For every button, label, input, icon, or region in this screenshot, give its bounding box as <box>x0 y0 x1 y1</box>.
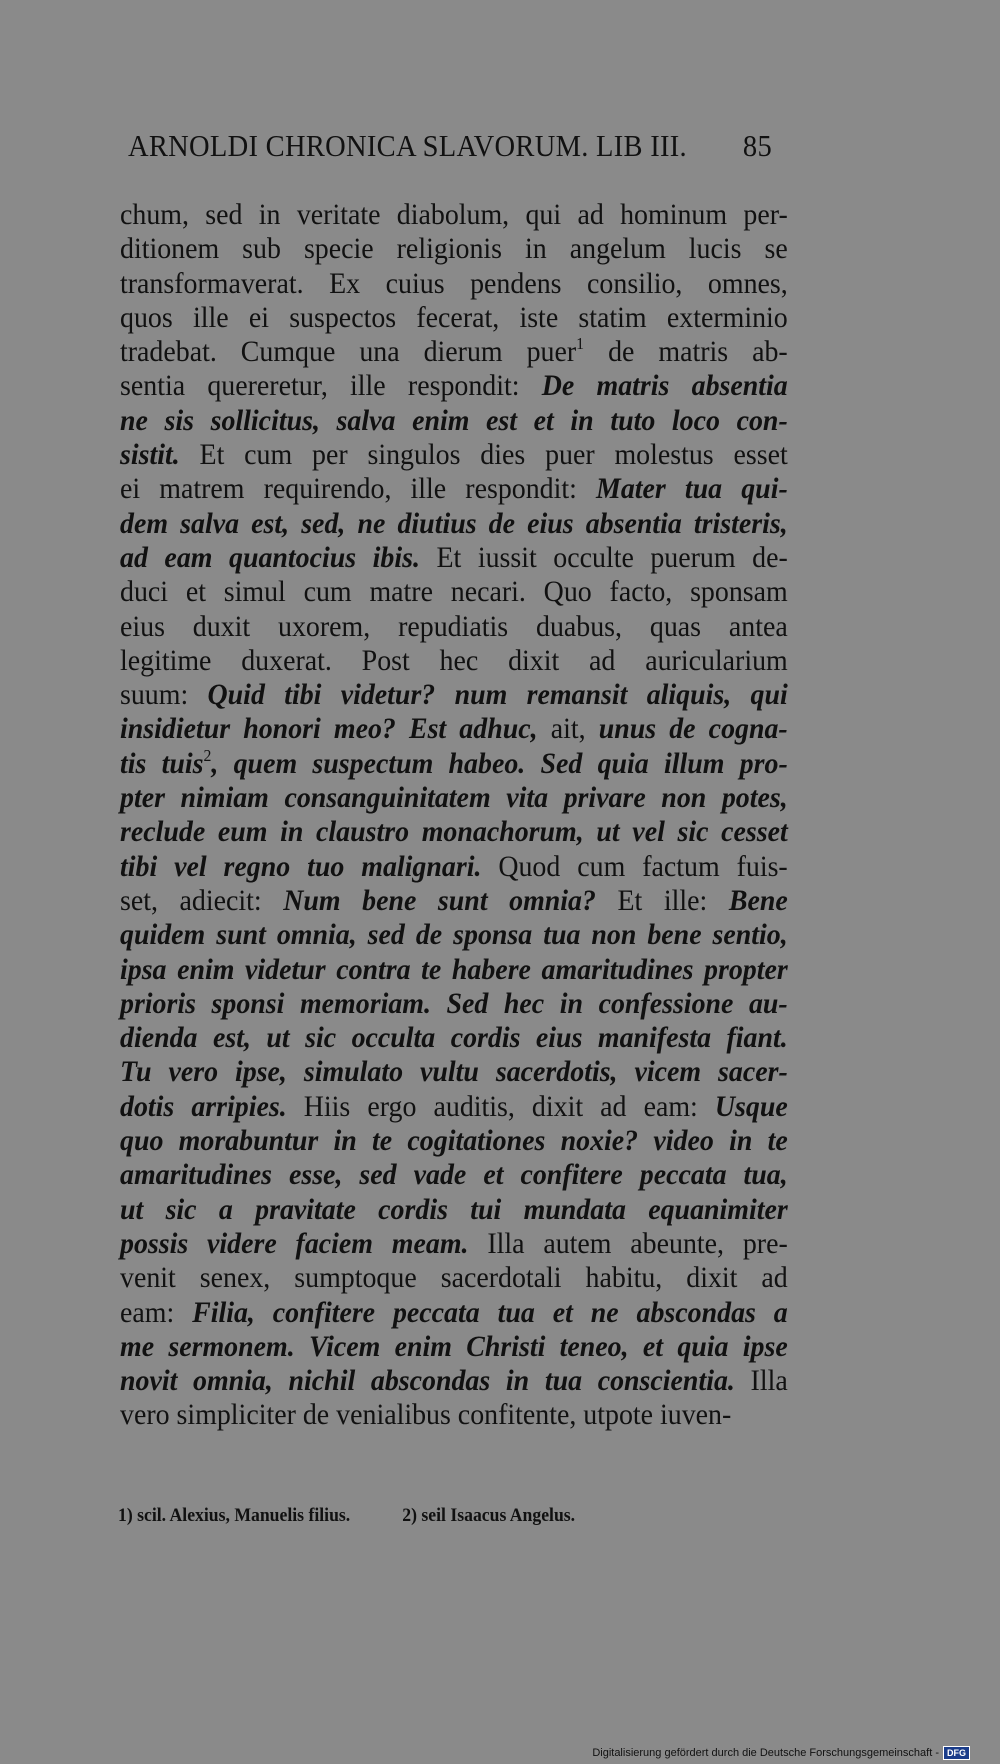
text-line: vero simpliciter de venialibus confitente, utpote iuven- <box>120 1398 732 1432</box>
text-line <box>120 918 788 952</box>
italic-text: prioris sponsi memoriam. Sed hec in confessione au- <box>120 986 788 1020</box>
text-line <box>120 1227 788 1261</box>
credit-text: Digitalisierung gefördert durch die Deutsche Forschungsgemeinschaft - <box>592 1747 939 1759</box>
italic-text: tis tuis <box>120 746 204 780</box>
text-line <box>120 1158 788 1192</box>
line-text: set, adiecit: <box>120 883 284 917</box>
text-line <box>120 850 788 884</box>
italic-text: Filia, confitere peccata tua et ne abscondas a <box>192 1295 788 1329</box>
text-line <box>120 1193 788 1227</box>
text-line: quos ille ei suspectos fecerat, iste statim exterminio <box>120 300 788 334</box>
page-number: 85 <box>742 128 772 163</box>
text-line <box>120 335 788 369</box>
text-line <box>120 815 788 849</box>
running-title: ARNOLDI CHRONICA SLAVORUM. LIB III. <box>128 128 687 163</box>
text-line <box>120 884 788 918</box>
line-text: Hiis ergo auditis, dixit ad eam: <box>286 1089 715 1123</box>
text-line <box>120 712 788 746</box>
text-line: legitime duxerat. Post hec dixit ad auricularium <box>120 643 788 677</box>
line-text: Illa autem abeunte, pre- <box>468 1226 788 1260</box>
text-line <box>120 1330 788 1364</box>
line-text: Quod cum factum fuis- <box>481 849 788 883</box>
italic-text: quo morabuntur in te cogitationes noxie? video in te <box>120 1124 788 1158</box>
italic-text: , quem suspectum habeo. Sed quia illum pro- <box>211 746 788 780</box>
text-line <box>120 781 788 815</box>
text-line: venit senex, sumptoque sacerdotali habitu, dixit ad <box>120 1261 788 1295</box>
text-line <box>120 472 788 506</box>
line-text: Et ille: <box>595 883 729 917</box>
text-line <box>120 1124 788 1158</box>
italic-text: reclude eum in claustro monachorum, ut vel sic cesset <box>120 815 788 849</box>
italic-text: dienda est, ut sic occulta cordis eius manifesta fiant. <box>120 1021 788 1055</box>
line-text: de matris ab- <box>584 335 788 369</box>
text-line <box>120 1021 788 1055</box>
text-line <box>120 953 788 987</box>
line-text: sentia quereretur, ille respondit: <box>120 369 542 403</box>
text-line <box>120 369 788 403</box>
text-line: eius duxit uxorem, repudiatis duabus, quas antea <box>120 609 788 643</box>
italic-text: dotis arripies. <box>120 1089 287 1123</box>
text-line <box>120 1296 788 1330</box>
line-text: ait, <box>537 712 599 746</box>
italic-text: Tu vero ipse, simulato vultu sacerdotis, vicem sacer- <box>120 1055 788 1089</box>
text-line <box>120 1090 788 1124</box>
italic-text: De matris absentia <box>541 369 788 403</box>
italic-text: amaritudines esse, sed vade et confitere peccata tua, <box>120 1158 788 1192</box>
italic-text: Bene <box>728 883 788 917</box>
text-line <box>120 747 788 781</box>
italic-text: unus de cogna- <box>598 712 788 746</box>
italic-text: Mater tua qui- <box>596 472 788 506</box>
text-line <box>120 678 788 712</box>
line-text: ei matrem requirendo, ille respondit: <box>120 472 597 506</box>
italic-text: insidietur honori meo? Est adhuc, <box>120 712 538 746</box>
line-text: suum: <box>120 678 208 712</box>
italic-text: sistit. <box>120 438 180 472</box>
italic-text: me sermonem. Vicem enim Christi teneo, et quia ipse <box>120 1329 788 1363</box>
line-text: Illa <box>734 1364 788 1398</box>
line-text: tradebat. Cumque una dierum puer <box>120 335 577 369</box>
italic-text: pter nimiam consanguinitatem vita privare non potes, <box>120 781 788 815</box>
line-text: eam: <box>120 1295 193 1329</box>
body-text <box>120 198 788 1433</box>
italic-text: Quid tibi videtur? num remansit aliquis, qui <box>207 678 788 712</box>
italic-text: tibi vel regno tuo malignari. <box>120 849 482 883</box>
text-line <box>120 1055 788 1089</box>
text-line: transformaverat. Ex cuius pendens consilio, omnes, <box>120 266 788 300</box>
italic-text: possis videre faciem meam. <box>120 1226 469 1260</box>
italic-text: Num bene sunt omnia? <box>283 883 596 917</box>
italic-text: dem salva est, sed, ne diutius de eius absentia tristeris, <box>120 506 788 540</box>
text-line <box>120 987 788 1021</box>
text-line: duci et simul cum matre necari. Quo facto, sponsam <box>120 575 788 609</box>
italic-text: Usque <box>714 1089 788 1123</box>
italic-text: quidem sunt omnia, sed de sponsa tua non bene sentio, <box>120 918 788 952</box>
text-line <box>120 404 788 438</box>
italic-text: ne sis sollicitus, salva enim est et in tuto loco con- <box>120 403 788 437</box>
footnotes <box>118 1505 713 1527</box>
text-line: ditionem sub specie religionis in angelum lucis se <box>120 232 788 266</box>
digitization-credit <box>592 1746 970 1760</box>
text-line: chum, sed in veritate diabolum, qui ad hominum per- <box>120 198 788 231</box>
footnote-2: 2) seil Isaacus Angelus. <box>402 1505 576 1526</box>
line-text: Et iussit occulte puerum de- <box>419 540 788 574</box>
text-line <box>120 507 788 541</box>
dfg-logo: DFG <box>943 1746 970 1760</box>
running-head <box>128 128 772 164</box>
italic-text: ad eam quantocius ibis. <box>120 540 420 574</box>
text-line <box>120 1364 788 1398</box>
text-line <box>120 438 788 472</box>
italic-text: novit omnia, nichil abscondas in tua conscientia. <box>120 1364 735 1398</box>
footnote-marker: 2 <box>203 745 212 765</box>
line-text: Et cum per singulos dies puer molestus esset <box>179 438 788 472</box>
footnote-marker: 1 <box>576 334 585 354</box>
text-line <box>120 541 788 575</box>
italic-text: ipsa enim videtur contra te habere amaritudines propter <box>120 952 788 986</box>
footnote-1: 1) scil. Alexius, Manuelis filius. <box>118 1505 351 1526</box>
italic-text: ut sic a pravitate cordis tui mundata equanimiter <box>120 1192 788 1226</box>
